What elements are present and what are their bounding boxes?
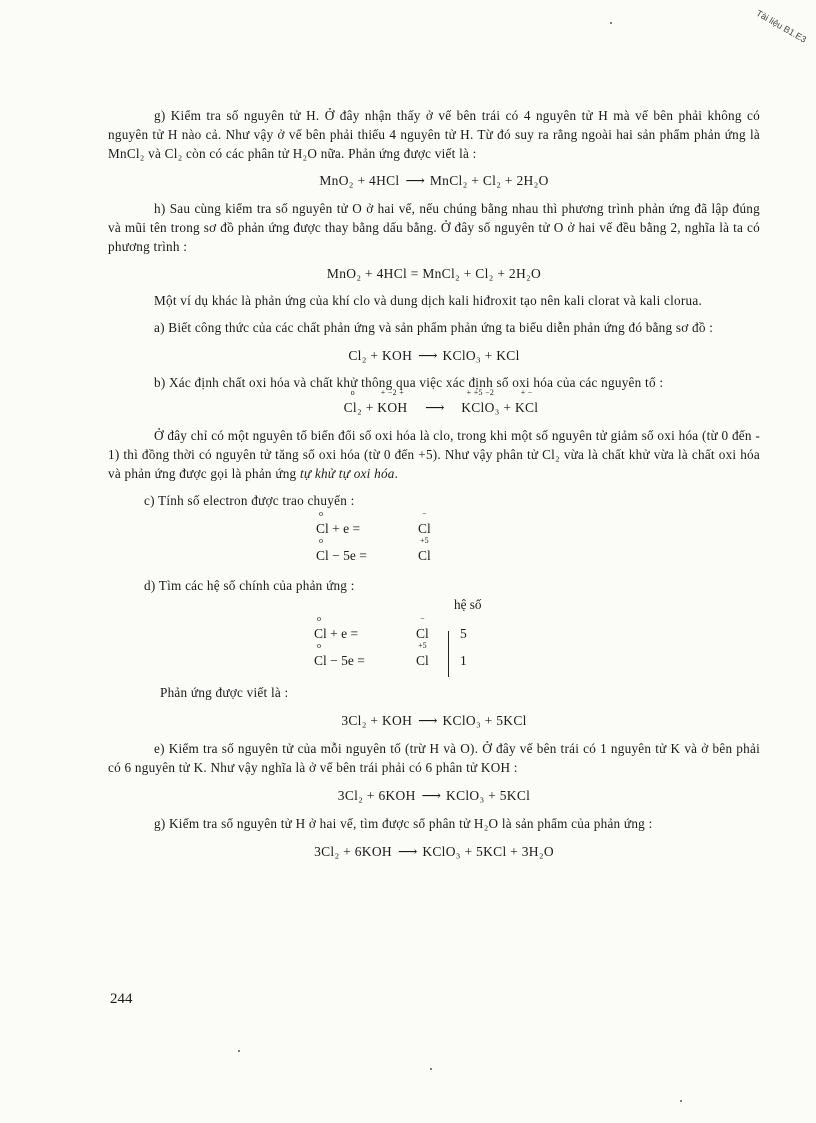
oxidation-mark: +5 <box>420 536 429 545</box>
equation-5-left: 3Cl₂ + 6KOH <box>337 788 416 803</box>
page-content <box>108 106 760 861</box>
equation-arrow-icon: ⟶ <box>405 173 424 188</box>
species-label: KOH <box>377 400 408 415</box>
oxidation-mark: o <box>319 536 323 545</box>
half-right-text: Cl <box>416 653 429 668</box>
coefficient-header: hệ số <box>454 597 482 612</box>
paragraph-c-electrons: c) Tính số electron được trao chuyển : <box>144 493 355 508</box>
equation-3-right: KClO₃ + KCl <box>442 348 520 363</box>
paragraph-self-redox-note <box>108 426 760 483</box>
equation-arrow-icon: ⟶ <box>421 788 441 803</box>
half-left <box>316 536 367 565</box>
equation-arrow-icon: ⟶ <box>418 348 437 363</box>
equation-1-right: MnCl₂ + Cl₂ + 2H₂O <box>429 173 549 188</box>
oxidation-mark: +5 <box>418 641 427 650</box>
half-right-text: Cl <box>418 548 431 563</box>
library-stamp: Tài liệu B1.E3 <box>754 7 808 45</box>
scan-speck <box>610 22 612 24</box>
equation-6-left: 3Cl₂ + 6KOH <box>314 844 392 859</box>
equation-arrow-icon: ⟶ <box>397 844 417 859</box>
species-label: Cl₂ <box>343 400 362 415</box>
half-reaction-1 <box>316 509 476 537</box>
half-right-text: Cl <box>416 626 429 641</box>
paragraph-e-atom-check: e) Kiểm tra số nguyên tử của mỗi nguyên tố (trừ H và O). Ở đây vế bên trái có 1 nguyên tử K và ở bên phải có 6 nguyên tử K. Như vậy nghĩa là ở vế bên trái phải có 6 phân tử KOH : <box>108 741 760 775</box>
half-reactions-d <box>314 615 524 669</box>
half-reactions-c <box>316 509 476 564</box>
coefficient-1: 5 <box>460 626 467 641</box>
half-left-text: Cl + e = <box>316 521 361 536</box>
paragraph-d-coefficients: d) Tìm các hệ số chính của phản ứng : <box>144 578 355 593</box>
scan-speck <box>238 1050 240 1052</box>
equation-2: MnO₂ + 4HCl = MnCl₂ + Cl₂ + 2H₂O <box>326 266 542 281</box>
equation-3 <box>108 346 760 365</box>
oxidation-mark: + −2 + <box>380 388 405 397</box>
equation-4 <box>108 711 760 730</box>
oxidation-mark: − <box>422 509 427 518</box>
paragraph-written-as: Phản ứng được viết là : <box>160 685 289 700</box>
scan-speck <box>680 1100 682 1102</box>
half-left-text: Cl − 5e = <box>314 653 365 668</box>
species-label: KClO₃ <box>461 400 500 415</box>
oxidation-mark: o <box>319 509 323 518</box>
scan-speck <box>430 1068 432 1070</box>
plus-sign: + <box>365 400 374 415</box>
oxidation-mark: o <box>350 388 355 397</box>
half-left <box>314 641 365 670</box>
half-right <box>418 536 431 565</box>
paragraph-g-water-check: g) Kiểm tra số nguyên tử H ở hai vế, tìm được số phân tử H₂O là sản phẩm của phản ứng : <box>154 816 653 831</box>
equation-1 <box>108 171 760 190</box>
half-left-text: Cl + e = <box>314 626 359 641</box>
half-right-text: Cl <box>418 521 431 536</box>
equation-arrow-icon: ⟶ <box>425 400 444 415</box>
equation-5-right: KClO₃ + 5KCl <box>446 788 531 803</box>
paragraph-h-oxygen-check: h) Sau cùng kiểm tra số nguyên tử O ở hai vế, nếu chúng bằng nhau thì phương trình phản ứng đã lập đúng và mũi tên trong sơ đồ phản ứng được thay bằng dấu bằng. Ở đây số nguyên tử O ở hai vế đều bằng 2, nghĩa là ta có phương trình : <box>108 201 760 254</box>
equation-4-right: KClO₃ + 5KCl <box>442 713 527 728</box>
half-reaction-2 <box>314 641 524 669</box>
oxidation-mark: o <box>317 641 321 650</box>
oxidation-state-equation <box>108 388 760 417</box>
species-koh <box>377 388 408 417</box>
oxidation-mark: + +5 −2 <box>466 388 495 397</box>
equation-5 <box>108 786 760 805</box>
coefficient-2: 1 <box>460 653 467 668</box>
equation-arrow-icon: ⟶ <box>418 713 437 728</box>
note-text-end: . <box>394 466 399 481</box>
paragraph-a-scheme: a) Biết công thức của các chất phản ứng và sản phẩm phản ứng ta biểu diễn phản ứng đó bằng sơ đồ : <box>154 320 714 335</box>
species-kcl <box>514 388 539 417</box>
paragraph-another-example: Một ví dụ khác là phản ứng của khí clo và dung dịch kali hiđroxit tạo nên kali clorat và kali clorua. <box>154 293 703 308</box>
species-kclo3 <box>461 388 500 417</box>
note-emphasis: tự khử tự oxi hóa <box>299 466 395 481</box>
oxidation-mark: o <box>317 614 321 623</box>
equation-1-left: MnO₂ + 4HCl <box>319 173 400 188</box>
species-cl2 <box>343 388 362 417</box>
equation-3-left: Cl₂ + KOH <box>348 348 413 363</box>
coefficient-table <box>314 595 524 681</box>
oxidation-mark: + − <box>520 388 533 397</box>
paragraph-b-oxidation-states: b) Xác định chất oxi hóa và chất khử thông qua việc xác định số oxi hóa của các nguyên tố : <box>154 375 664 390</box>
species-label: KCl <box>514 400 539 415</box>
plus-sign: + <box>503 400 512 415</box>
half-left-text: Cl − 5e = <box>316 548 367 563</box>
paragraph-g-hydrogen-check: g) Kiểm tra số nguyên tử H. Ở đây nhận thấy ở vế bên trái có 4 nguyên tử H mà vế bên phải không có nguyên tử H nào cả. Như vậy ở vế bên phải thiếu 4 nguyên tử H. Từ đó suy ra rằng ngoài hai sản phẩm phản ứng là MnCl₂ và Cl₂ còn có các phân tử H₂O nữa. Phản ứng được viết là : <box>108 108 760 161</box>
half-right <box>416 641 429 670</box>
equation-6 <box>108 842 760 861</box>
half-reaction-1 <box>314 614 524 642</box>
oxidation-mark: − <box>420 614 425 623</box>
note-text: Ở đây chỉ có một nguyên tố biến đổi số oxi hóa là clo, trong khi một số nguyên tử giảm số oxi hóa (từ 0 đến - 1) thì đồng thời có nguyên tử tăng số oxi hóa (từ 0 đến +5). Như vậy phân tử Cl₂ vừa là chất khử vừa là chất oxi hóa và phản ứng được gọi là phản ứng <box>108 428 760 481</box>
page-number: 244 <box>110 991 133 1007</box>
half-reaction-2 <box>316 536 476 564</box>
equation-6-right: KClO₃ + 5KCl + 3H₂O <box>422 844 554 859</box>
equation-4-left: 3Cl₂ + KOH <box>341 713 413 728</box>
